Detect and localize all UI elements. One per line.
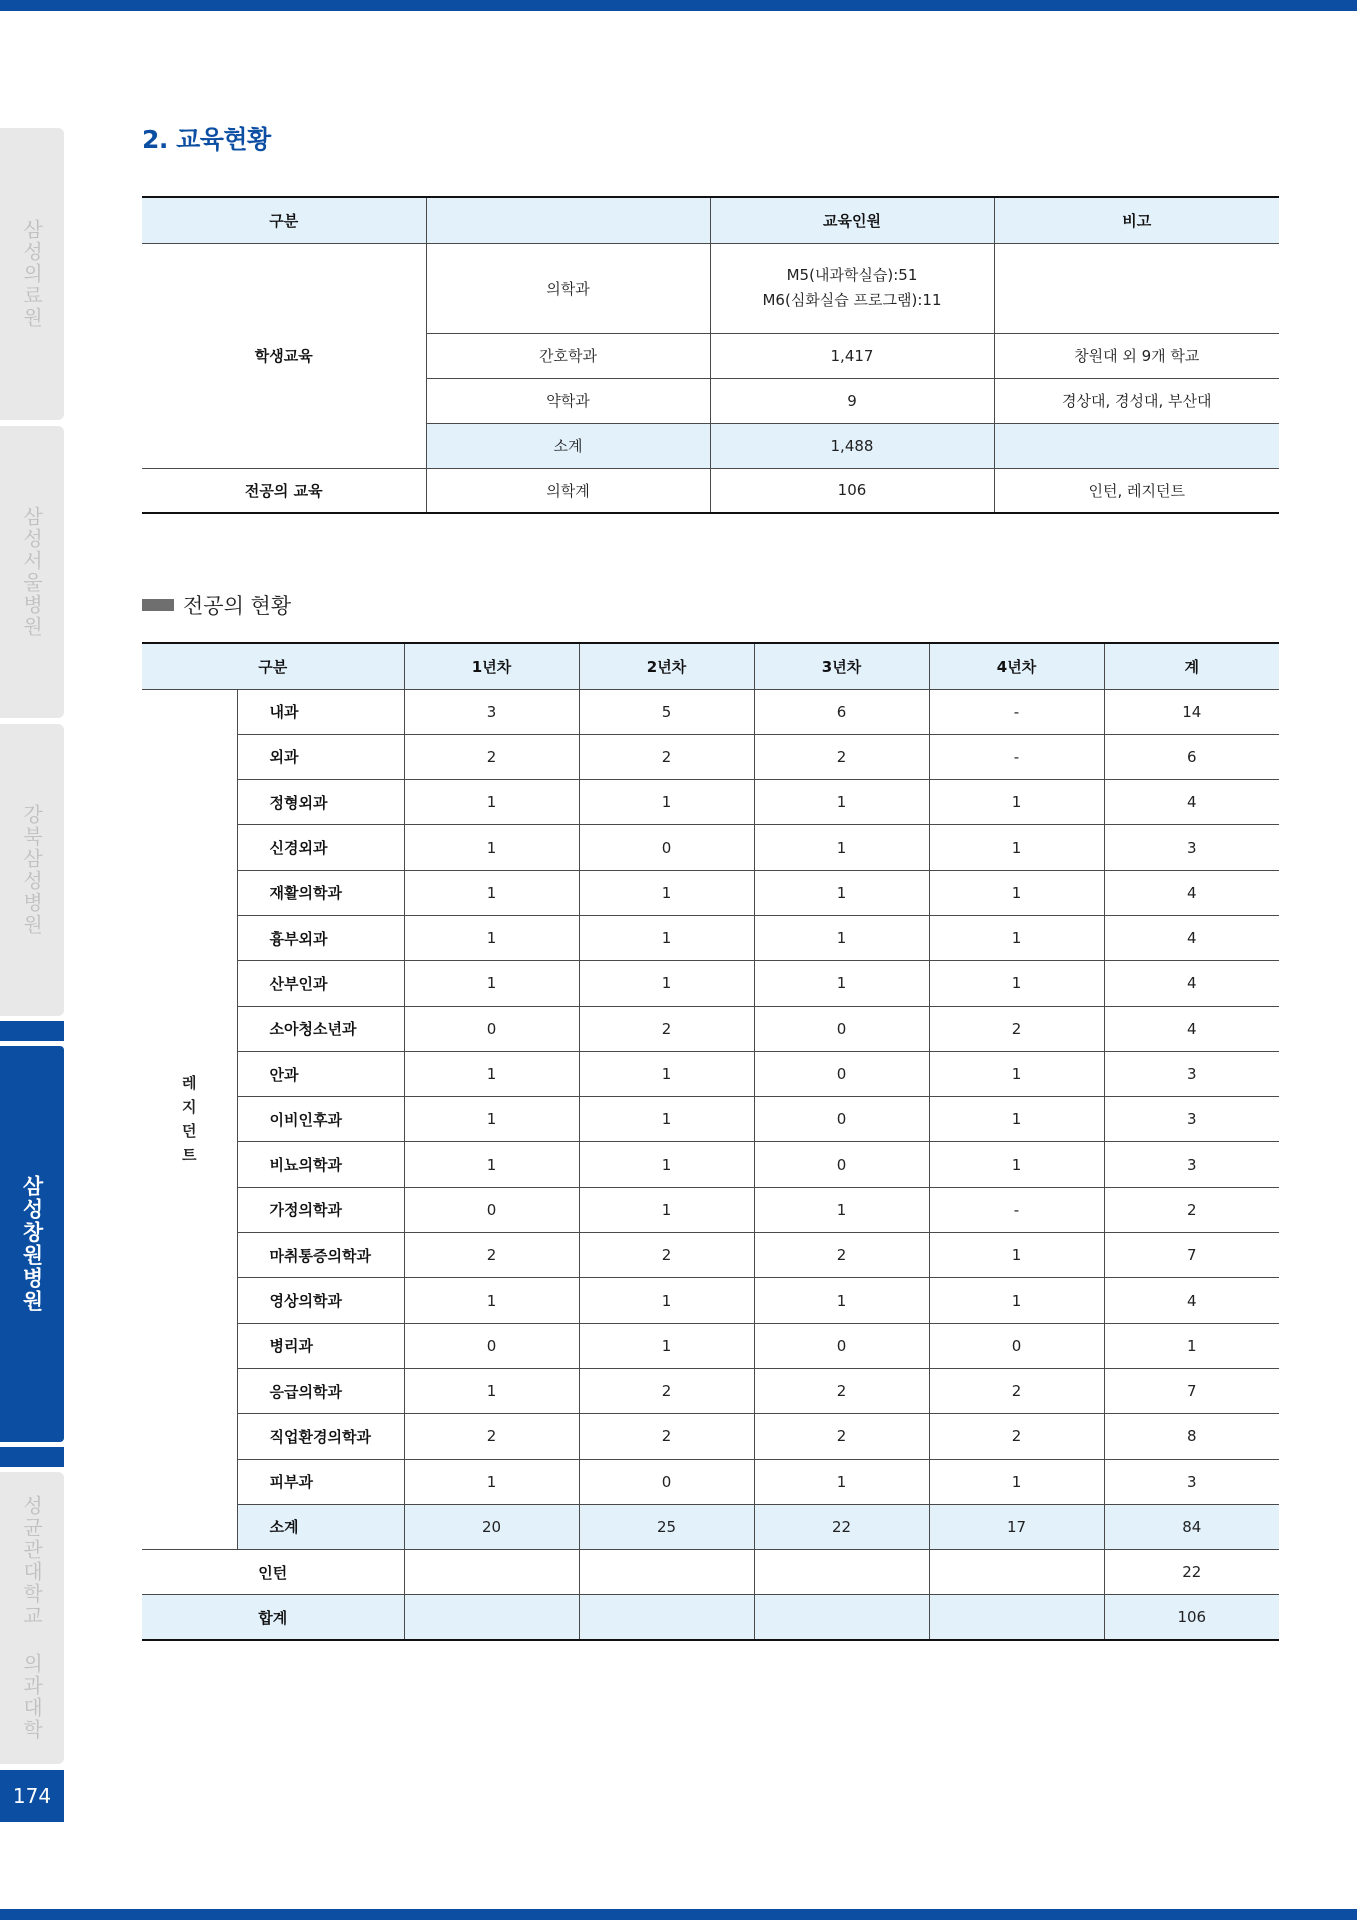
year-value: 2	[404, 1414, 579, 1459]
year-value: 0	[929, 1323, 1104, 1368]
subtotal-row	[142, 1504, 1279, 1549]
year-value: 2	[404, 734, 579, 779]
header-year-3: 3년차	[754, 643, 929, 689]
year-value: 1	[754, 1278, 929, 1323]
year-value: 1	[929, 915, 1104, 960]
sidebar-tab-label: 삼성창원병원	[20, 1175, 44, 1313]
table-row	[142, 689, 1279, 734]
department-name: 영상의학과	[237, 1278, 404, 1323]
year-value: 1	[929, 1233, 1104, 1278]
year-value: 1	[929, 825, 1104, 870]
year-value: 1	[754, 961, 929, 1006]
year-value: 6	[754, 689, 929, 734]
header-category: 구분	[142, 197, 426, 243]
year-value: 0	[404, 1323, 579, 1368]
year-value: 0	[754, 1006, 929, 1051]
resident-status-table	[142, 642, 1279, 1641]
subtotal-label: 소계	[426, 423, 710, 468]
sidebar-tab-seoul[interactable]	[0, 426, 64, 718]
year-value: 0	[754, 1097, 929, 1142]
resident-label: 의학계	[426, 468, 710, 513]
header-year-2: 2년차	[579, 643, 754, 689]
row-total: 7	[1104, 1233, 1279, 1278]
row-total: 7	[1104, 1368, 1279, 1413]
table-row	[142, 1233, 1279, 1278]
grand-total-empty	[929, 1595, 1104, 1640]
year-value: 1	[579, 915, 754, 960]
active-tab-strip	[0, 1447, 64, 1467]
year-value: 5	[579, 689, 754, 734]
sidebar-tab-skku-medicine[interactable]	[0, 1472, 64, 1764]
row-total: 1	[1104, 1323, 1279, 1368]
year-value: 0	[754, 1142, 929, 1187]
table-row	[142, 1006, 1279, 1051]
resident-note: 인턴, 레지던트	[994, 468, 1279, 513]
table-header-row	[142, 643, 1279, 689]
row-total: 2	[1104, 1187, 1279, 1232]
grand-total-empty	[404, 1595, 579, 1640]
year-value: 1	[404, 870, 579, 915]
department-name: 흉부외과	[237, 915, 404, 960]
table-row	[142, 1187, 1279, 1232]
intern-row	[142, 1550, 1279, 1595]
pharmacy-count: 9	[710, 378, 994, 423]
year-value: 1	[754, 870, 929, 915]
year-value: 1	[404, 1278, 579, 1323]
year-value: 1	[754, 1459, 929, 1504]
resident-status-subtitle	[142, 590, 291, 620]
subtotal-value: 20	[404, 1504, 579, 1549]
year-value: 1	[754, 1187, 929, 1232]
intern-empty	[929, 1550, 1104, 1595]
year-value: 1	[579, 1097, 754, 1142]
year-value: 0	[754, 1051, 929, 1096]
year-value: 1	[579, 1187, 754, 1232]
subtitle-bullet	[142, 599, 174, 611]
year-value: -	[929, 689, 1104, 734]
year-value: 1	[929, 780, 1104, 825]
year-value: 2	[754, 1233, 929, 1278]
header-year-4: 4년차	[929, 643, 1104, 689]
grand-total-value: 106	[1104, 1595, 1279, 1640]
pharmacy-label: 약학과	[426, 378, 710, 423]
year-value: 1	[404, 825, 579, 870]
resident-group-cell	[142, 689, 237, 1550]
year-value: 2	[754, 1414, 929, 1459]
subtotal-value: 17	[929, 1504, 1104, 1549]
year-value: 1	[754, 915, 929, 960]
department-name: 안과	[237, 1051, 404, 1096]
department-name: 응급의학과	[237, 1368, 404, 1413]
subtotal-total: 84	[1104, 1504, 1279, 1549]
year-value: 1	[404, 1459, 579, 1504]
grand-total-empty	[754, 1595, 929, 1640]
resident-count: 106	[710, 468, 994, 513]
department-name: 비뇨의학과	[237, 1142, 404, 1187]
subtitle-text: 전공의 현황	[183, 594, 292, 618]
header-category: 구분	[142, 643, 404, 689]
department-name: 외과	[237, 734, 404, 779]
grand-total-label: 합계	[142, 1595, 404, 1640]
table-row	[142, 780, 1279, 825]
table-row	[142, 1368, 1279, 1413]
year-value: 1	[579, 1278, 754, 1323]
department-name: 피부과	[237, 1459, 404, 1504]
table-row	[142, 1142, 1279, 1187]
intern-empty	[579, 1550, 754, 1595]
year-value: 1	[929, 1459, 1104, 1504]
pharmacy-note: 경상대, 경성대, 부산대	[994, 378, 1279, 423]
department-name: 재활의학과	[237, 870, 404, 915]
year-value: 1	[929, 1051, 1104, 1096]
medicine-label: 의학과	[426, 243, 710, 333]
year-value: 3	[404, 689, 579, 734]
year-value: -	[929, 734, 1104, 779]
row-total: 4	[1104, 780, 1279, 825]
year-value: 1	[579, 1142, 754, 1187]
medicine-line-1: M5(내과학실습):51	[786, 266, 918, 284]
table-row	[142, 961, 1279, 1006]
row-total: 4	[1104, 1006, 1279, 1051]
student-education-label: 학생교육	[142, 243, 426, 468]
grand-total-row	[142, 1595, 1279, 1640]
sidebar-tab-label: 성균관대학교 의과대학	[19, 1495, 44, 1741]
year-value: 2	[929, 1414, 1104, 1459]
nursing-label: 간호학과	[426, 333, 710, 378]
nursing-note: 창원대 외 9개 학교	[994, 333, 1279, 378]
year-value: 1	[754, 825, 929, 870]
year-value: 0	[579, 1459, 754, 1504]
row-total: 14	[1104, 689, 1279, 734]
header-blank	[426, 197, 710, 243]
row-total: 3	[1104, 1459, 1279, 1504]
year-value: 1	[404, 1051, 579, 1096]
year-value: -	[929, 1187, 1104, 1232]
row-total: 4	[1104, 915, 1279, 960]
year-value: 0	[579, 825, 754, 870]
sidebar-tab-kangbuk[interactable]	[0, 724, 64, 1016]
year-value: 2	[404, 1233, 579, 1278]
year-value: 2	[929, 1368, 1104, 1413]
nursing-count: 1,417	[710, 333, 994, 378]
sidebar-tab-label: 삼성의료원	[19, 219, 44, 329]
year-value: 1	[579, 1323, 754, 1368]
row-total: 3	[1104, 1097, 1279, 1142]
year-value: 1	[754, 780, 929, 825]
row-total: 4	[1104, 1278, 1279, 1323]
intern-empty	[404, 1550, 579, 1595]
row-total: 4	[1104, 961, 1279, 1006]
subtotal-note	[994, 423, 1279, 468]
year-value: 2	[929, 1006, 1104, 1051]
subtotal-value: 25	[579, 1504, 754, 1549]
subtotal-count: 1,488	[710, 423, 994, 468]
table-row	[142, 1097, 1279, 1142]
year-value: 2	[754, 1368, 929, 1413]
row-total: 3	[1104, 1142, 1279, 1187]
row-total: 4	[1104, 870, 1279, 915]
year-value: 1	[579, 780, 754, 825]
medicine-line-2: M6(심화실습 프로그램):11	[762, 291, 942, 309]
year-value: 0	[754, 1323, 929, 1368]
table-row	[142, 1459, 1279, 1504]
sidebar-tab-label: 삼성서울병원	[19, 506, 44, 638]
year-value: 2	[579, 1233, 754, 1278]
grand-total-empty	[579, 1595, 754, 1640]
year-value: 1	[404, 1097, 579, 1142]
row-total: 3	[1104, 1051, 1279, 1096]
table-header-row	[142, 197, 1279, 243]
year-value: 1	[579, 961, 754, 1006]
page-number: 174	[0, 1770, 64, 1822]
row-total: 6	[1104, 734, 1279, 779]
year-value: 2	[579, 1414, 754, 1459]
table-row	[142, 1414, 1279, 1459]
department-name: 병리과	[237, 1323, 404, 1368]
table-row	[142, 915, 1279, 960]
department-name: 이비인후과	[237, 1097, 404, 1142]
year-value: 1	[404, 780, 579, 825]
department-name: 산부인과	[237, 961, 404, 1006]
year-value: 2	[579, 1006, 754, 1051]
header-count: 교육인원	[710, 197, 994, 243]
table-row	[142, 468, 1279, 513]
year-value: 1	[929, 1278, 1104, 1323]
year-value: 2	[579, 734, 754, 779]
active-tab-strip	[0, 1021, 64, 1041]
department-name: 소아청소년과	[237, 1006, 404, 1051]
department-name: 정형외과	[237, 780, 404, 825]
sidebar-tab-changwon[interactable]	[0, 1046, 64, 1442]
year-value: 1	[929, 961, 1104, 1006]
table-row	[142, 1278, 1279, 1323]
year-value: 1	[579, 1051, 754, 1096]
bottom-accent-bar	[0, 1909, 1357, 1920]
year-value: 1	[929, 1142, 1104, 1187]
header-note: 비고	[994, 197, 1279, 243]
row-total: 3	[1104, 825, 1279, 870]
table-row	[142, 870, 1279, 915]
year-value: 2	[579, 1368, 754, 1413]
sidebar-tab-label: 강북삼성병원	[19, 804, 44, 936]
medicine-note	[994, 243, 1279, 333]
department-name: 신경외과	[237, 825, 404, 870]
year-value: 1	[404, 1142, 579, 1187]
table-row	[142, 243, 1279, 333]
medicine-count	[710, 243, 994, 333]
table-row	[142, 1323, 1279, 1368]
sidebar-tab-samsung-medical[interactable]	[0, 128, 64, 420]
table-row	[142, 1051, 1279, 1096]
top-accent-bar	[0, 0, 1357, 11]
department-name: 내과	[237, 689, 404, 734]
department-name: 직업환경의학과	[237, 1414, 404, 1459]
table-row	[142, 825, 1279, 870]
section-title: 2. 교육현황	[142, 125, 271, 154]
subtotal-value: 22	[754, 1504, 929, 1549]
year-value: 1	[579, 870, 754, 915]
year-value: 2	[754, 734, 929, 779]
header-total: 계	[1104, 643, 1279, 689]
education-status-table	[142, 196, 1279, 514]
year-value: 1	[404, 961, 579, 1006]
year-value: 1	[404, 915, 579, 960]
subtotal-label: 소계	[237, 1504, 404, 1549]
year-value: 0	[404, 1187, 579, 1232]
resident-education-label: 전공의 교육	[142, 468, 426, 513]
year-value: 1	[404, 1368, 579, 1413]
year-value: 1	[929, 870, 1104, 915]
intern-label: 인턴	[142, 1550, 404, 1595]
table-row	[142, 734, 1279, 779]
resident-group-label: 레지던트	[182, 1074, 197, 1165]
department-name: 가정의학과	[237, 1187, 404, 1232]
intern-total: 22	[1104, 1550, 1279, 1595]
row-total: 8	[1104, 1414, 1279, 1459]
year-value: 1	[929, 1097, 1104, 1142]
intern-empty	[754, 1550, 929, 1595]
header-year-1: 1년차	[404, 643, 579, 689]
year-value: 0	[404, 1006, 579, 1051]
department-name: 마취통증의학과	[237, 1233, 404, 1278]
